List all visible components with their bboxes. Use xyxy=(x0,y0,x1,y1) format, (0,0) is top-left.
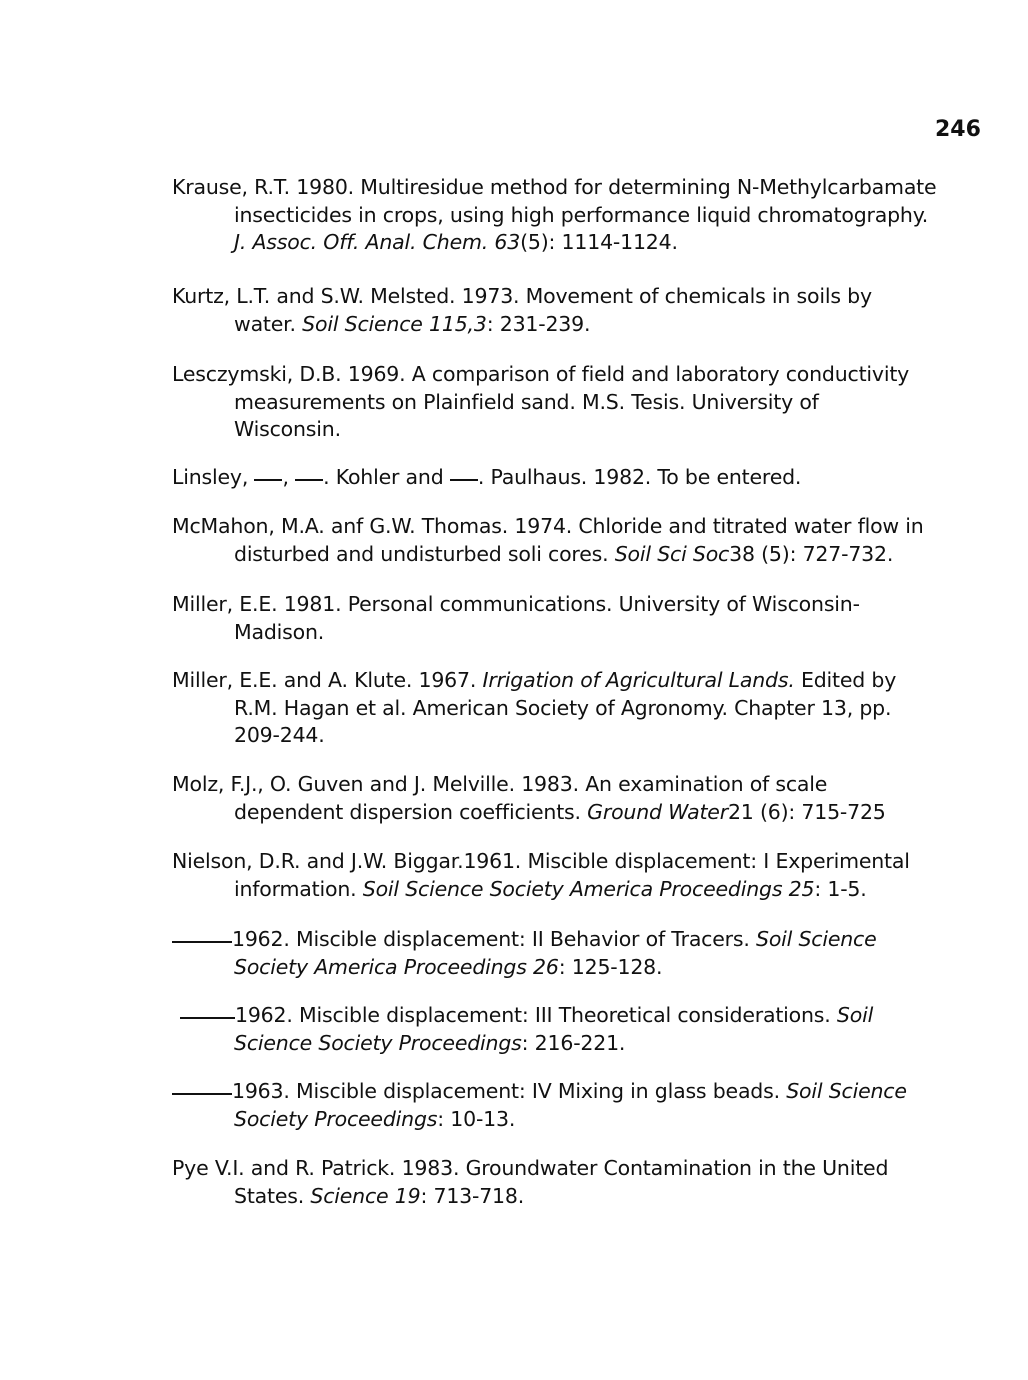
reference-krause: Krause, R.T. 1980. Multiresidue method for determining N-Methylcarbamate insecticides in crops, using high performance liquid chromatography. J. Assoc. Off. Anal. Chem. 63(5): 1114-1124. xyxy=(172,175,937,254)
ditto-line xyxy=(172,940,232,943)
reference-linsley: Linsley, , . Kohler and . Paulhaus. 1982. To be entered. xyxy=(172,465,802,489)
reference-mcmahon: McMahon, M.A. anf G.W. Thomas. 1974. Chloride and titrated water flow in disturbed and undisturbed soli cores. Soil Sci Soc38 (5): 727-732. xyxy=(172,514,924,566)
ditto-line xyxy=(172,1092,232,1095)
page-number: 246 xyxy=(935,117,981,142)
blank-line xyxy=(450,478,478,481)
reference-miller-1981: Miller, E.E. 1981. Personal communications. University of Wisconsin- Madison. xyxy=(172,592,860,644)
reference-lesczymski: Lesczymski, D.B. 1969. A comparison of field and laboratory conductivity measurements on Plainfield sand. M.S. Tesis. University of Wisconsin. xyxy=(172,362,910,441)
reference-nielson-1961: Nielson, D.R. and J.W. Biggar.1961. Miscible displacement: I Experimental information. Soil Science Society America Proceedings 25: 1-5. xyxy=(172,849,910,901)
reference-miller-1967: Miller, E.E. and A. Klute. 1967. Irrigation of Agricultural Lands. Edited by R.M. Hagan et al. American Society of Agronomy. Chapter 13, pp. 209-244. xyxy=(172,668,897,747)
reference-molz: Molz, F.J., O. Guven and J. Melville. 1983. An examination of scale dependent dispersion coefficients. Ground Water21 (6): 715-725 xyxy=(172,772,886,824)
reference-nielson-1962a: 1962. Miscible displacement: II Behavior of Tracers. Soil Science Society America Proceedings 26: 125-128. xyxy=(172,926,932,981)
reference-nielson-1963: 1963. Miscible displacement: IV Mixing in glass beads. Soil Science Society Proceedings: 10-13. xyxy=(172,1078,932,1133)
reference-nielson-1962b: 1962. Miscible displacement: III Theoretical considerations. Soil Science Society Proceedings: 216-221. xyxy=(172,1002,932,1057)
blank-line xyxy=(295,478,323,481)
blank-line xyxy=(254,478,282,481)
reference-pye: Pye V.I. and R. Patrick. 1983. Groundwater Contamination in the United States. Science 19: 713-718. xyxy=(172,1156,889,1208)
ditto-line xyxy=(180,1016,235,1019)
reference-kurtz: Kurtz, L.T. and S.W. Melsted. 1973. Movement of chemicals in soils by water. Soil Science 115,3: 231-239. xyxy=(172,284,872,336)
